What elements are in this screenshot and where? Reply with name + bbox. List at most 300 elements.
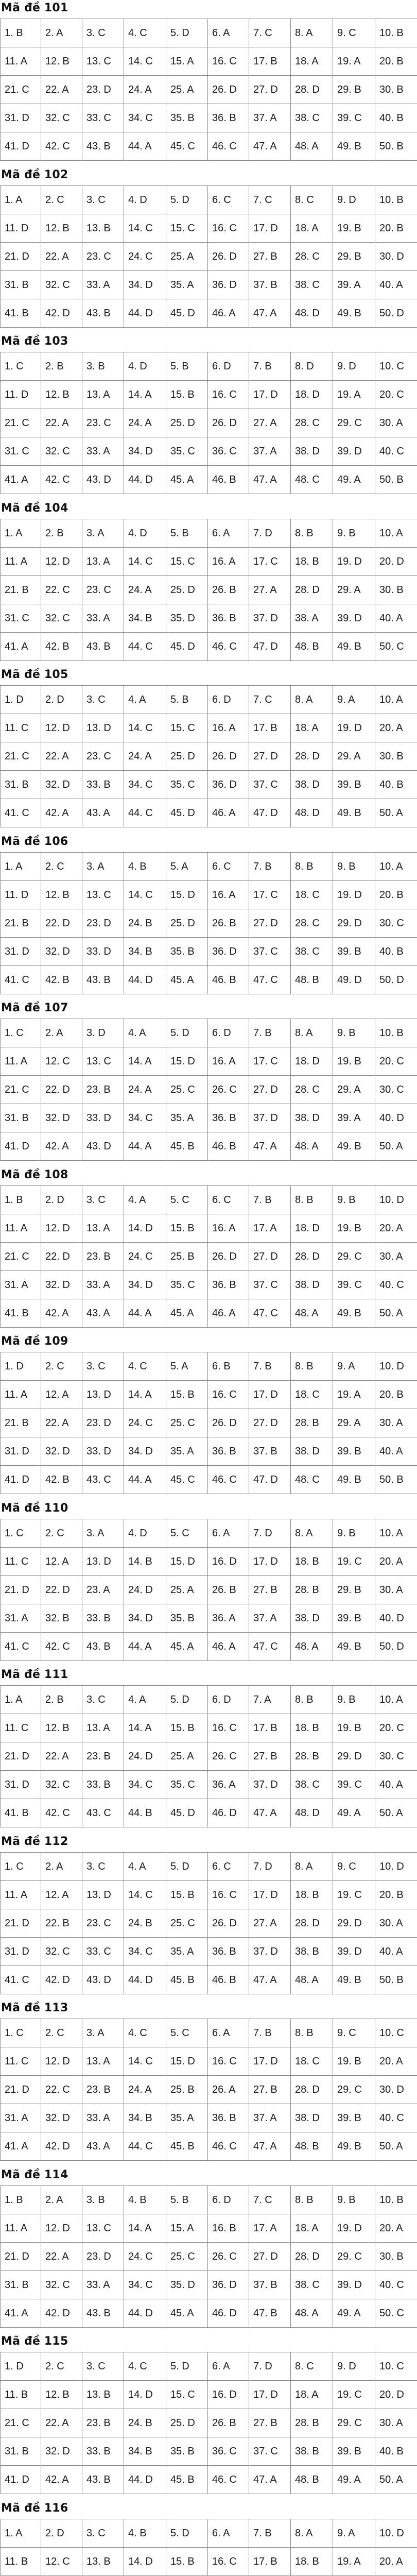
answer-cell: 37. B [249,1437,291,1466]
answer-row [1,548,417,576]
answer-cell: 8. A [291,19,333,47]
answer-row [1,1576,417,1604]
answer-cell: 21. B [1,576,41,604]
answer-cell: 49. B [333,1466,375,1494]
answer-cell: 29. D [333,909,375,938]
exam-code-block [0,1335,417,1495]
answer-cell: 44. C [124,2132,166,2161]
answer-cell: 31. D [1,938,41,966]
answer-cell: 34. C [124,2271,166,2299]
answer-row [1,1714,417,1742]
answer-cell: 18. B [291,1881,333,1909]
answer-cell: 16. A [208,1214,249,1243]
answer-cell: 41. A [1,633,41,661]
answer-cell: 15. D [166,1047,208,1076]
answer-cell: 44. A [124,1299,166,1328]
answer-cell: 4. C [124,2352,166,2381]
answer-row [1,1019,417,1047]
answer-cell: 49. B [333,299,375,328]
answer-row [1,186,417,214]
answer-cell: 9. B [333,853,375,881]
answer-cell: 10. C [375,352,417,381]
answer-cell: 42. C [41,1799,82,1827]
answer-cell: 47. C [249,1633,291,1661]
answer-cell: 11. C [1,714,41,742]
answer-cell: 19. D [333,881,375,909]
answer-cell: 41. C [1,1633,41,1661]
answer-cell: 39. D [333,1938,375,1966]
answer-cell: 7. B [249,1186,291,1214]
answer-cell: 20. C [375,381,417,409]
exam-code-title: Mã đề 101 [1,2,68,14]
answer-cell: 16. A [208,548,249,576]
answer-cell: 34. C [124,1938,166,1966]
answer-cell: 35. C [166,771,208,799]
answer-cell: 27. A [249,1909,291,1938]
answer-row [1,2437,417,2466]
answer-cell: 44. D [124,466,166,494]
answer-cell: 46. A [208,1299,249,1328]
answer-cell: 4. B [124,2186,166,2214]
answer-cell: 16. B [208,2214,249,2243]
answer-cell: 41. D [1,1466,41,1494]
answer-cell: 24. C [124,1243,166,1271]
answer-cell: 46. C [208,633,249,661]
answer-cell: 25. B [166,2076,208,2104]
answer-cell: 41. C [1,1966,41,1994]
answer-cell: 29. A [333,1076,375,1104]
answer-cell: 28. D [291,742,333,771]
answer-cell: 23. D [82,2243,124,2271]
answer-row [1,2519,417,2548]
answer-cell: 3. C [82,1186,124,1214]
exam-code-title: Mã đề 106 [1,835,68,848]
answer-cell: 4. C [124,1352,166,1381]
answer-cell: 35. B [166,2437,208,2466]
answer-cell: 18. D [291,1047,333,1076]
answer-cell: 25. C [166,1076,208,1104]
answer-cell: 13. D [82,1381,124,1409]
answer-cell: 6. A [208,519,249,548]
answer-cell: 25. B [166,1243,208,1271]
answer-row [1,1799,417,1827]
answer-cell: 15. D [166,881,208,909]
answer-cell: 28. D [291,2243,333,2271]
answer-cell: 41. B [1,1799,41,1827]
answer-cell: 28. D [291,76,333,104]
answer-cell: 6. D [208,686,249,714]
answer-cell: 3. C [82,1686,124,1714]
answer-cell: 40. A [375,1771,417,1799]
answer-cell: 14. C [124,714,166,742]
answer-cell: 2. C [41,2352,82,2381]
answer-cell: 21. C [1,409,41,437]
answer-cell: 16. C [208,1381,249,1409]
answer-row [1,2243,417,2271]
answer-cell: 6. A [208,1519,249,1548]
answer-cell: 27. A [249,409,291,437]
answer-cell: 11. B [1,2381,41,2409]
answer-cell: 14. A [124,381,166,409]
answer-row [1,938,417,966]
answer-table [0,2019,417,2161]
answer-cell: 11. A [1,1881,41,1909]
answer-cell: 12. D [41,714,82,742]
answer-cell: 5. B [166,686,208,714]
answer-cell: 23. B [82,1243,124,1271]
answer-cell: 1. B [1,1186,41,1214]
answer-cell: 37. A [249,2104,291,2132]
answer-cell: 39. D [333,604,375,633]
answer-cell: 9. B [333,1519,375,1548]
answer-row [1,299,417,328]
answer-cell: 24. C [124,243,166,271]
answer-cell: 32. C [41,437,82,466]
answer-row [1,381,417,409]
answer-cell: 20. C [375,1714,417,1742]
answer-cell: 44. A [124,1132,166,1161]
exam-code-block [0,1668,417,1828]
answer-cell: 5. D [166,2519,208,2548]
answer-cell: 2. D [41,1186,82,1214]
answer-cell: 35. A [166,2104,208,2132]
answer-cell: 5. D [166,186,208,214]
answer-cell: 46. B [208,966,249,994]
answer-cell: 38. C [291,938,333,966]
answer-row [1,1243,417,1271]
answer-cell: 25. A [166,1576,208,1604]
answer-cell: 5. A [166,853,208,881]
answer-cell: 19. B [333,2047,375,2076]
answer-cell: 22. A [41,2409,82,2437]
answer-cell: 45. A [166,1633,208,1661]
answer-cell: 10. D [375,1352,417,1381]
answer-cell: 7. C [249,186,291,214]
answer-cell: 18. A [291,2214,333,2243]
answer-cell: 31. B [1,2437,41,2466]
answer-cell: 35. B [166,104,208,132]
answer-cell: 17. A [249,2214,291,2243]
answer-cell: 31. B [1,1104,41,1132]
answer-cell: 8. A [291,1519,333,1548]
answer-cell: 40. B [375,104,417,132]
answer-cell: 30. C [375,1742,417,1771]
answer-cell: 19. C [333,1548,375,1576]
answer-cell: 2. C [41,186,82,214]
answer-cell: 23. C [82,576,124,604]
answer-cell: 15. B [166,1714,208,1742]
answer-cell: 25. A [166,243,208,271]
answer-cell: 31. B [1,271,41,299]
answer-row [1,2019,417,2047]
answer-cell: 36. B [208,1437,249,1466]
answer-cell: 33. D [82,938,124,966]
answer-cell: 8. D [291,352,333,381]
answer-cell: 29. D [333,1909,375,1938]
answer-cell: 33. A [82,437,124,466]
answer-cell: 49. B [333,1633,375,1661]
answer-cell: 41. D [1,132,41,161]
answer-table [0,1852,417,1994]
answer-cell: 3. C [82,2352,124,2381]
answer-cell: 42. B [41,966,82,994]
exam-code-block [0,2,417,161]
answer-cell: 49. B [333,1132,375,1161]
answer-cell: 2. C [41,1519,82,1548]
answer-cell: 44. A [124,132,166,161]
answer-cell: 28. B [291,1742,333,1771]
answer-cell: 50. B [375,466,417,494]
answer-cell: 7. C [249,2186,291,2214]
answer-cell: 42. D [41,2132,82,2161]
answer-cell: 8. C [291,2352,333,2381]
answer-cell: 2. A [41,2186,82,2214]
answer-cell: 34. D [124,1437,166,1466]
answer-cell: 14. A [124,1714,166,1742]
answer-cell: 5. C [166,1519,208,1548]
answer-cell: 7. D [249,1853,291,1881]
answer-row [1,576,417,604]
answer-cell: 46. A [208,1633,249,1661]
answer-cell: 42. A [41,799,82,827]
answer-cell: 35. D [166,2271,208,2299]
answer-cell: 32. D [41,1437,82,1466]
answer-cell: 37. D [249,1771,291,1799]
answer-cell: 12. C [41,1047,82,1076]
answer-table [0,519,417,661]
answer-cell: 20. B [375,1881,417,1909]
answer-cell: 32. C [41,271,82,299]
answer-cell: 29. A [333,742,375,771]
answer-cell: 22. C [41,2076,82,2104]
answer-cell: 12. A [41,1381,82,1409]
answer-cell: 29. A [333,576,375,604]
answer-cell: 16. A [208,881,249,909]
answer-cell: 5. C [166,2019,208,2047]
answer-row [1,2352,417,2381]
answer-cell: 45. B [166,2466,208,2494]
answer-cell: 27. D [249,2243,291,2271]
answer-cell: 46. B [208,466,249,494]
answer-table [0,852,417,994]
answer-cell: 41. D [1,2466,41,2494]
answer-cell: 43. A [82,799,124,827]
answer-row [1,1381,417,1409]
answer-cell: 40. C [375,1271,417,1299]
answer-cell: 9. B [333,1186,375,1214]
answer-cell: 17. B [249,1714,291,1742]
answer-cell: 39. D [333,437,375,466]
answer-row [1,352,417,381]
answer-cell: 37. D [249,1104,291,1132]
answer-cell: 12. B [41,214,82,243]
answer-cell: 28. B [291,1576,333,1604]
answer-cell: 7. D [249,1519,291,1548]
answer-cell: 18. A [291,47,333,76]
answer-cell: 49. A [333,2299,375,2328]
answer-cell: 35. C [166,437,208,466]
answer-cell: 28. C [291,243,333,271]
answer-cell: 48. D [291,1799,333,1827]
answer-cell: 20. B [375,1381,417,1409]
answer-cell: 11. A [1,1047,41,1076]
answer-cell: 39. B [333,2104,375,2132]
answer-row [1,1604,417,1633]
answer-cell: 10. B [375,1019,417,1047]
answer-cell: 46. C [208,132,249,161]
answer-cell: 26. D [208,76,249,104]
answer-cell: 1. B [1,19,41,47]
answer-cell: 20. A [375,2548,417,2576]
answer-cell: 30. A [375,1243,417,1271]
answer-row [1,1633,417,1661]
exam-code-block [0,335,417,495]
answer-cell: 38. C [291,1771,333,1799]
answer-cell: 9. C [333,19,375,47]
answer-table [0,352,417,494]
answer-cell: 48. A [291,2299,333,2328]
answer-cell: 50. B [375,132,417,161]
answer-cell: 23. D [82,76,124,104]
answer-cell: 31. C [1,604,41,633]
answer-cell: 32. D [41,2437,82,2466]
answer-row [1,1132,417,1161]
exam-code-block [0,168,417,328]
answer-cell: 32. D [41,938,82,966]
answer-cell: 37. A [249,1604,291,1633]
exam-code-title: Mã đề 102 [1,168,68,181]
answer-cell: 5. B [166,2186,208,2214]
exam-code-title: Mã đề 112 [1,1835,68,1848]
answer-cell: 46. B [208,1966,249,1994]
answer-cell: 42. C [41,1633,82,1661]
answer-row [1,1047,417,1076]
answer-cell: 16. C [208,1881,249,1909]
answer-cell: 49. B [333,2132,375,2161]
answer-cell: 27. B [249,2076,291,2104]
answer-cell: 45. B [166,1132,208,1161]
answer-cell: 31. C [1,437,41,466]
answer-cell: 12. D [41,548,82,576]
answer-cell: 23. D [82,909,124,938]
answer-cell: 8. A [291,1019,333,1047]
answer-cell: 4. D [124,519,166,548]
answer-row [1,2047,417,2076]
answer-cell: 25. D [166,2409,208,2437]
answer-cell: 48. A [291,132,333,161]
answer-cell: 7. D [249,519,291,548]
exam-code-title: Mã đề 104 [1,502,68,515]
answer-cell: 14. D [124,2381,166,2409]
answer-cell: 27. D [249,76,291,104]
answer-cell: 41. B [1,299,41,328]
answer-cell: 21. C [1,1076,41,1104]
answer-cell: 6. D [208,2186,249,2214]
answer-table [0,19,417,161]
answer-cell: 13. A [82,2047,124,2076]
answer-cell: 5. C [166,1186,208,1214]
answer-cell: 21. B [1,909,41,938]
answer-cell: 37. A [249,437,291,466]
answer-cell: 15. B [166,2548,208,2576]
answer-cell: 33. B [82,1604,124,1633]
answer-cell: 17. D [249,1548,291,1576]
answer-cell: 36. B [208,104,249,132]
answer-cell: 3. A [82,2019,124,2047]
answer-cell: 35. C [166,1771,208,1799]
answer-cell: 10. B [375,2186,417,2214]
answer-cell: 5. D [166,1686,208,1714]
answer-cell: 17. D [249,381,291,409]
answer-cell: 19. C [333,1881,375,1909]
answer-cell: 24. D [124,1576,166,1604]
exam-code-title: Mã đề 115 [1,2335,68,2348]
answer-cell: 17. D [249,1381,291,1409]
answer-cell: 40. A [375,1437,417,1466]
answer-cell: 11. C [1,2047,41,2076]
answer-cell: 36. D [208,771,249,799]
answer-cell: 45. A [166,2299,208,2328]
answer-cell: 13. C [82,1047,124,1076]
answer-cell: 15. C [166,548,208,576]
answer-cell: 14. D [124,2548,166,2576]
answer-cell: 6. D [208,1019,249,1047]
answer-cell: 47. A [249,1799,291,1827]
answer-cell: 24. B [124,1909,166,1938]
answer-cell: 44. C [124,633,166,661]
answer-cell: 38. D [291,2104,333,2132]
answer-cell: 6. D [208,352,249,381]
answer-cell: 21. D [1,2243,41,2271]
answer-cell: 16. A [208,1047,249,1076]
answer-cell: 39. A [333,271,375,299]
answer-cell: 6. A [208,2352,249,2381]
answer-cell: 29. B [333,243,375,271]
answer-cell: 32. C [41,1938,82,1966]
answer-cell: 39. C [333,1271,375,1299]
answer-cell: 10. A [375,1686,417,1714]
answer-cell: 26. C [208,1742,249,1771]
exam-code-block [0,1835,417,1995]
answer-cell: 13. C [82,47,124,76]
answer-cell: 22. D [41,909,82,938]
answer-cell: 50. D [375,299,417,328]
answer-row [1,1352,417,1381]
answer-cell: 24. C [124,1409,166,1437]
answer-cell: 18. B [291,548,333,576]
answer-cell: 46. D [208,1799,249,1827]
answer-cell: 4. A [124,1686,166,1714]
answer-row [1,1186,417,1214]
answer-cell: 39. B [333,1437,375,1466]
answer-row [1,2076,417,2104]
answer-cell: 37. D [249,1938,291,1966]
answer-cell: 7. C [249,19,291,47]
answer-cell: 16. C [208,2047,249,2076]
answer-cell: 34. D [124,437,166,466]
answer-cell: 22. C [41,576,82,604]
answer-cell: 15. C [166,714,208,742]
answer-cell: 48. A [291,1132,333,1161]
answer-cell: 23. B [82,1076,124,1104]
answer-cell: 2. A [41,1019,82,1047]
answer-cell: 34. D [124,1271,166,1299]
answer-cell: 2. C [41,2019,82,2047]
answer-row [1,1686,417,1714]
answer-cell: 4. C [124,2019,166,2047]
exam-code-title: Mã đề 113 [1,2002,68,2014]
answer-cell: 47. D [249,799,291,827]
